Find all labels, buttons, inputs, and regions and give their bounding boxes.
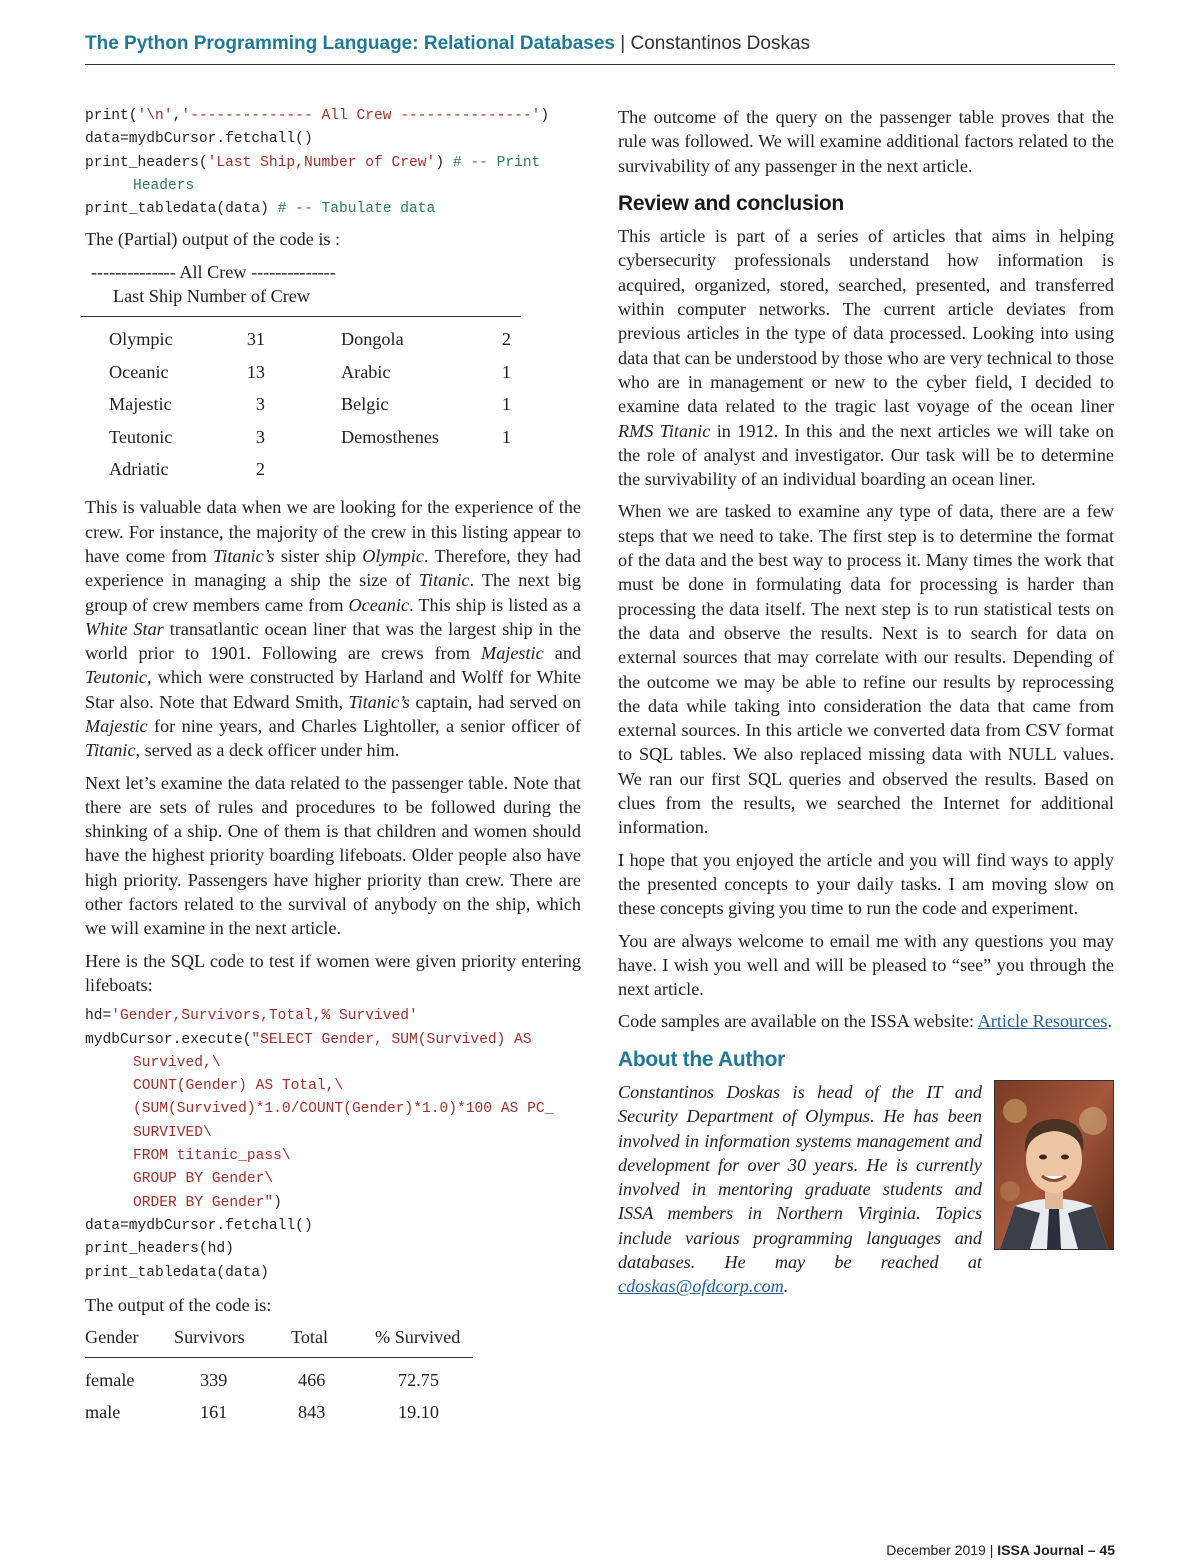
crew-table: [109, 327, 511, 489]
paragraph-hope: I hope that you enjoyed the article and you will find ways to apply the presented concepts to your daily tasks. I am moving slow on these concepts giving you time to run the code and experiment.: [618, 849, 1114, 919]
left-column: [85, 105, 581, 1432]
author-photo: [994, 1080, 1114, 1250]
author-email-link[interactable]: cdoskas@ofdcorp.com: [618, 1276, 784, 1297]
code-block-sql: hd='Gender,Survivors,Total,% Survived' mydbCursor.execute("SELECT Gender, SUM(Survived) AS Survived,\ COUNT(Gender) AS Total,\ (SUM(Survived)*1.0/COUNT(Gender)*1.0)*100 AS PC_ SURVIVED\ FROM titanic_pass\ GROUP BY Gender\ ORDER BY Gender") data=mydbCursor.fetchall() print_headers(hd) print_tabledata(data): [85, 1008, 554, 1281]
gender-table: [85, 1325, 485, 1357]
author-bio: Constantinos Doskas is head of the IT and Security Department of Olympus. He has been involved in information systems management and development for over 30 years. He is currently involved in mentoring graduate students and ISSA members in Northern Virginia. Topics include various programming languages and databases. He may be reached at cdoskas@ofdcorp.com.: [618, 1081, 982, 1297]
table-row: Majestic 3 Belgic 1: [109, 394, 511, 415]
paragraph-sql-intro: Here is the SQL code to test if women were given priority entering lifeboats:: [85, 950, 581, 995]
code-block-crew: print('\n','-------------- All Crew ---------------') data=mydbCursor.fetchall() print_headers('Last Ship,Number of Crew') # -- Print Headers print_tabledata(data) # -- Tabulate data: [85, 108, 550, 218]
table-row: Adriatic 2: [109, 458, 265, 479]
gender-output-rule: [85, 1357, 473, 1358]
paragraph-series-intro: This article is part of a series of articles that aims in helping cybersecurity professionals understand how information is acquired, organized, stored, searched, presented, and transferred within computer networks. The current article deviates from previous articles in the type of data processed. Looking into using data that can be understood by those who are very technical to those who are in management or new to the cyber field, I decided to examine data related to the tragic last voyage of the ocean liner RMS Titanic in 1912. In this and the next articles we will take on the role of analyst and investigator. Our task will be to determine the survivability of an individual boarding an ocean liner.: [618, 226, 1114, 490]
paragraph-crew-experience: This is valuable data when we are looking for the experience of the crew. For instance, the majority of the crew in this listing appear to have come from Titanic’s sister ship Olympic. Therefore, they had experience in managing a ship the size of Titanic. The next big group of crew members came from Oceanic. This ship is listed as a White Star transatlantic ocean liner that was the largest ship in the world prior to 1901. Following are crews from Majestic and Teutonic, which were constructed by Harland and Wolff for White Star also. Note that Edward Smith, Titanic’s captain, had served on Majestic for nine years, and Charles Lightoller, a senior officer of Titanic, served as a deck officer under him.: [85, 497, 582, 761]
table-row: Olympic 31 Dongola 2: [109, 329, 511, 350]
paragraph-code-samples: Code samples are available on the ISSA website: Article Resources.: [618, 1011, 1112, 1032]
gender-output: [85, 1325, 581, 1432]
table-row: male 161 843 19.10: [85, 1402, 439, 1423]
header-rule: [85, 64, 1115, 65]
footer-separator: |: [989, 1542, 994, 1558]
running-header: [85, 33, 1115, 55]
partial-output-intro: The (Partial) output of the code is :: [85, 229, 341, 250]
heading-review-conclusion: Review and conclusion: [618, 191, 844, 215]
paragraph-data-steps: When we are tasked to examine any type of data, there are a few steps that we need to take. The first step is to determine the format of the data and the best way to process it. Many times the work that must be done in formulating data for processing is harder than processing the data itself. The next step is to run statistical tests on the data and observe the results. Next is to search for data on external sources that may correlate with our results. Depending of the outcome we may be able to refine our results by reprocessing the data while taking into consideration the data that came from external sources. In this article we converted data from CSV format to SQL tables. We also replaced missing data with NULL values. We ran our first SQL queries and observed the results. Based on clues from the results, we searched the Internet for additional information.: [618, 501, 1114, 838]
crew-output: [85, 260, 581, 490]
article-resources-link[interactable]: Article Resources: [977, 1011, 1108, 1032]
author-section: [618, 1080, 1114, 1299]
table-row: Teutonic 3 Demosthenes 1: [109, 426, 511, 447]
crew-output-columns: Last Ship Number of Crew: [113, 286, 310, 307]
right-column: [618, 105, 1114, 1307]
gender-table-body: [85, 1368, 478, 1432]
output-intro: The output of the code is:: [85, 1294, 272, 1315]
crew-output-rule: [81, 316, 521, 317]
header-separator: |: [620, 33, 626, 54]
footer-journal: ISSA Journal – 45: [997, 1542, 1115, 1558]
page-footer: [886, 1542, 1115, 1558]
table-row: Oceanic 13 Arabic 1: [109, 361, 511, 382]
paragraph-email: You are always welcome to email me with any questions you may have. I wish you well and will be pleased to “see” you through the next article.: [618, 930, 1114, 1000]
header-author: Constantinos Doskas: [630, 33, 811, 54]
paragraph-passenger-rules: Next let’s examine the data related to the passenger table. Note that there are sets of rules and procedures to be followed during the shinking of a ship. One of them is that children and women should have the highest priority boarding lifeboats. Older people also have high priority. Passengers have higher priority than crew. There are other factors related to the survival of anybody on the ship, which we will examine in the next article.: [85, 772, 581, 939]
footer-date: December 2019: [886, 1542, 986, 1558]
table-row: female 339 466 72.75: [85, 1370, 439, 1391]
header-title: The Python Programming Language: Relational Databases: [85, 33, 615, 54]
crew-output-header: -------------- All Crew --------------: [91, 261, 336, 282]
heading-about-author: About the Author: [618, 1047, 786, 1071]
table-header-row: Gender Survivors Total % Survived: [85, 1327, 461, 1348]
paragraph-query-outcome: The outcome of the query on the passenger table proves that the rule was followed. We will examine additional factors related to the survivability of any passenger in the next article.: [618, 107, 1114, 176]
